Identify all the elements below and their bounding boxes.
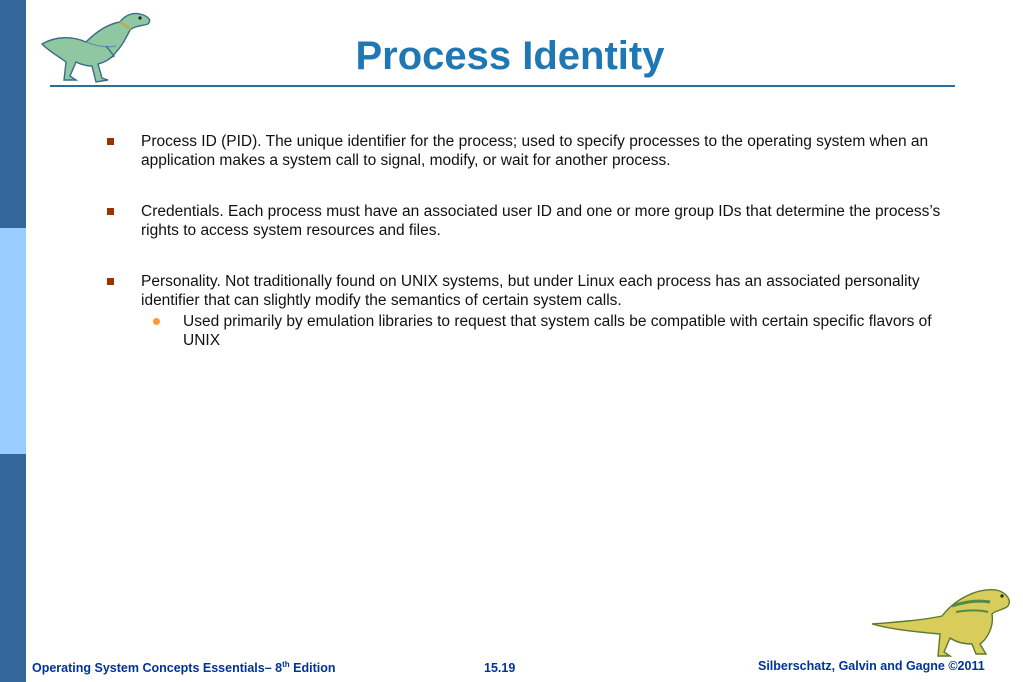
footer-book-title-sup: th [282, 660, 290, 669]
square-bullet-icon [107, 138, 114, 145]
left-bar-top-segment [0, 0, 26, 228]
sub-bullet-text: Used primarily by emulation libraries to request that system calls be compatible with certain specific flavors of UNIX [183, 313, 932, 349]
dinosaur-icon [36, 6, 156, 86]
footer-book-title-suffix: Edition [289, 661, 336, 675]
square-bullet-icon [107, 208, 114, 215]
dinosaur-icon [868, 582, 1016, 660]
page-title: Process Identity [355, 34, 665, 78]
sub-bullet-item [104, 312, 954, 350]
round-bullet-icon [153, 318, 160, 325]
bullet-text: Personality. Not traditionally found on UNIX systems, but under Linux each process has an associated personality identifier that can slightly modify the semantics of certain system calls. [141, 273, 920, 309]
slide-number: 15.19 [484, 661, 516, 675]
bullet-list [104, 132, 954, 350]
left-bar-middle-segment [0, 228, 26, 454]
title-divider [50, 85, 955, 87]
bullet-text: Process ID (PID). The unique identifier for the process; used to specify processes to the operating system when an application makes a system call to signal, modify, or wait for another process. [141, 133, 929, 169]
footer-copyright: Silberschatz, Galvin and Gagne ©2011 [758, 659, 985, 673]
bullet-item-credentials [104, 202, 954, 240]
footer-book-title-text: Operating System Concepts Essentials– 8 [32, 661, 283, 675]
bullet-item-personality [104, 272, 954, 350]
bullet-text: Credentials. Each process must have an associated user ID and one or more group IDs that determine the process’s rights to access system resources and files. [141, 203, 941, 239]
left-bar-bottom-segment [0, 454, 26, 682]
left-color-bar [0, 0, 26, 682]
square-bullet-icon [107, 278, 114, 285]
bullet-item-pid [104, 132, 954, 170]
footer-book-title [32, 660, 335, 676]
